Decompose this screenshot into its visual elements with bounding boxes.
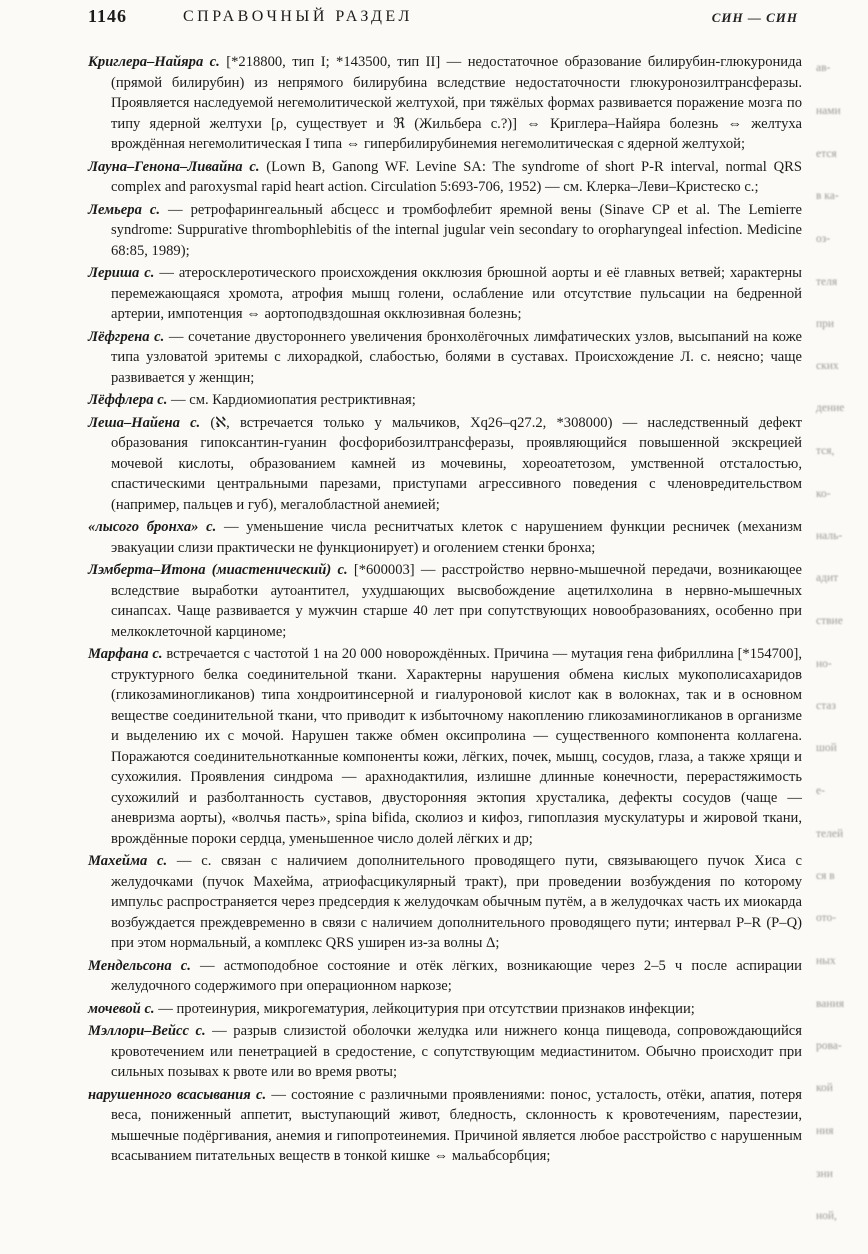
entry-body: — ретрофарингеальный абсцесс и тромбофлебит яремной вены (Sinave CP et al. The Lemierre syndrome: Suppurative thrombophlebitis of the internal jugular vein secondary to oropharyngeal infection. Medicine 68:85, 1989); — [111, 201, 802, 259]
entry-body: — разрыв слизистой оболочки желудка или нижнего конца пищевода, сопровождающийся кровотечением или пенетрацией в средостение, с сопутствующим медиастинитом. Обычно происходит при сильных позывах к рвоте или во время рвоты; — [111, 1023, 802, 1080]
bleed-fragment: телей — [816, 828, 844, 840]
dictionary-entry — [88, 1085, 802, 1167]
opposite-page-bleed — [810, 0, 868, 1254]
bleed-fragment: вания — [816, 998, 844, 1010]
entry-body: (ℵ, встречается только у мальчиков, Xq26–q27.2, *308000) — наследственный дефект образования гипоксантин-гуанин фосфорибозилтрансферазы, проявляющийся повышенной экскрецией мочевой кислоты, образованием камней из мочевины, хореоатетозом, умственной отсталостью, спастическими центральными парезами, приступами агрессивного поведения с членовредительством (например, пальцев и губ), мегалобластной анемией; — [111, 414, 803, 513]
bleed-fragment: тся, — [816, 445, 835, 457]
entry-body: — атеросклеротического происхождения окклюзия брюшной аорты и её главных ветвей; характерны перемежающаяся хромота, атрофия мышц голени, ослабление или отсутствие пульсации на бедренной артерии, импотенция ⇔ аортоподвздошная окклюзивная болезнь; — [111, 265, 802, 322]
bleed-fragment: адит — [816, 572, 839, 584]
entry-term: Лемьера с. — [88, 201, 160, 218]
bleed-fragment: но- — [816, 658, 832, 670]
running-head-range: СИН — СИН — [711, 10, 798, 25]
entry-body: — состояние с различными проявлениями: понос, усталость, отёки, апатия, потеря веса, пониженный аппетит, выступающий живот, бледность, склонность к кровотечениям, парестезии, мышечные подёргивания, анемия и гипопротеинемия. Причиной является любое расстройство с нарушенным всасыванием питательных веществ в тонкой кишке ⇔ мальабсорбция; — [111, 1086, 802, 1164]
dictionary-entry — [88, 1021, 802, 1083]
entry-term: Лауна–Генона–Ливайна с. — [88, 158, 260, 175]
dictionary-entry — [88, 851, 802, 954]
bleed-fragment: ских — [816, 360, 839, 372]
bleed-fragment: дение — [816, 402, 845, 414]
dictionary-entry — [88, 157, 802, 198]
entry-term: Лериша с. — [88, 265, 155, 281]
dictionary-entry — [88, 560, 802, 642]
dictionary-entry — [88, 517, 802, 558]
entry-term: Лёффлера с. — [88, 392, 168, 408]
bleed-fragment: ния — [816, 1125, 834, 1137]
entry-body: [*600003] — расстройство нервно-мышечной передачи, возникающее вследствие выработки аутоантител, ухудшающих высвобождение ацетилхолина в нервно-мышечных синапсах. Чаще развивается у мужчин старше 40 лет при сопутствующих новообразованиях, особенно при мелкоклеточной карциноме; — [111, 562, 802, 640]
bleed-fragment: ствие — [816, 615, 843, 627]
bleed-fragment: наль- — [816, 530, 843, 542]
entry-term: Лэмберта–Итона (миастенический) с. — [88, 562, 348, 578]
entry-body: (Lown B, Ganong WF. Levine SA: The syndrome of short P-R interval, normal QRS complex and paroxysmal rapid heart action. Circulation 5:693-706, 1952) — см. Клерка–Леви–Кристеско с.; — [111, 158, 802, 195]
entry-body: — сочетание двустороннего увеличения бронхолёгочных лимфатических узлов, высыпаний на коже типа узловатой эритемы с лихорадкой, слабостью, болями в суставах. Происхождение Л. с. неясно; чаще развивается у женщин; — [111, 328, 802, 386]
entry-term: Мэллори–Вейсс с. — [88, 1023, 206, 1039]
entry-body: — с. связан с наличием дополнительного проводящего пути, связывающего пучок Хиса с желудочками (пучок Махейма, атриофасцикулярный тракт), при проведении возбуждения по которому импульс распространяется через предсердия к желудочкам обычным путём, а в желудочках часть их миокарда возбуждается преждевременно в связи с наличием дополнительного проводящего пути; интервал P–R (P–Q) при этом нормальный, а комплекс QRS уширен из-за волны Δ; — [111, 853, 802, 951]
dictionary-column — [88, 52, 802, 1169]
dictionary-entry — [88, 999, 802, 1020]
dictionary-entry — [88, 200, 802, 262]
entry-body: [*218800, тип I; *143500, тип II] — недостаточное образование билирубин-глюкуронида (прямой билирубин) из непрямого билирубина вследствие недостаточности глюкуронозилтрансферазы. Проявляется наследуемой негемолитической желтухой, при тяжёлых формах развивается поражение мозга по типу ядерной желтухи [ρ, существует и ℜ (Жильбера с.?)] ⇔ Криглера–Найяра болезнь ⇔ желтуха врождённая негемолитическая I типа ⇔ гипербилирубинемия негемолитическая с ядерной желтухой; — [111, 54, 803, 152]
bleed-fragment: нами — [816, 105, 841, 117]
entry-term: Марфана с. — [88, 646, 163, 662]
dictionary-entry — [88, 413, 802, 516]
entry-body: — протеинурия, микрогематурия, лейкоцитурия при отсутствии признаков инфекции; — [154, 1000, 695, 1017]
bleed-fragment: ется — [816, 148, 837, 160]
bleed-fragment: теля — [816, 276, 838, 288]
bleed-fragment: зни — [816, 1168, 833, 1180]
dictionary-entry — [88, 263, 802, 325]
page-number: 1146 — [88, 6, 128, 26]
bleed-fragment: ных — [816, 955, 836, 967]
entry-term: нарушенного всасывания с. — [88, 1086, 267, 1103]
bleed-fragment: ото- — [816, 912, 837, 924]
entry-term: Лёфгрена с. — [88, 328, 165, 345]
bleed-fragment: в ка- — [816, 190, 839, 202]
running-head-title: СПРАВОЧНЫЙ РАЗДЕЛ — [183, 8, 413, 25]
entry-body: — уменьшение числа реснитчатых клеток с нарушением функции ресничек (механизм эвакуации слизи практически не функционирует) и оголением стенки бронха; — [111, 519, 802, 556]
bleed-fragment: ав- — [816, 62, 831, 74]
entry-term: мочевой с. — [88, 1000, 155, 1017]
bleed-fragment: рова- — [816, 1040, 842, 1052]
entry-term: Леша–Найена с. — [88, 414, 201, 431]
dictionary-entry — [88, 52, 802, 155]
bleed-fragment: ко- — [816, 488, 831, 500]
dictionary-entry — [88, 327, 802, 389]
bleed-fragment: ной, — [816, 1210, 837, 1222]
entry-term: Криглера–Найяра с. — [88, 54, 220, 70]
bleed-fragment: стаз — [816, 700, 836, 712]
bleed-fragment: шой — [816, 742, 837, 754]
entry-body: встречается с частотой 1 на 20 000 новорождённых. Причина — мутация гена фибриллина [*154700], структурного белка соединительной ткани. Характерны нарушения обмена кислых мукополисахаридов (гликозаминогликанов) типа хондроитинсерной и гиалуроновой кислот как в волокнах, так и в основном веществе соединительной ткани, что приводит к избыточному накоплению гликозаминогликанов в организме и выделению их с мочой. Нарушен также обмен оксипролина — существенного компонента коллагена. Поражаются соединительнотканные компоненты кожи, лёгких, почек, мышц, сосудов, глаза, а также хрящи и сухожилия. Проявления синдрома — арахнодактилия, излишне длинные конечности, перерастяжимость сухожилий и разболтанность суставов, двусторонняя эктопия хрусталика, дефекты сосудов (чаще — аневризма аорты), «волчья пасть», spina bifida, сколиоз и кифоз, гипоплазия мускулатуры и жировой ткани, врождённые пороки сердца, уменьшенное число долей лёгких и др; — [111, 646, 803, 847]
entry-body: — астмоподобное состояние и отёк лёгких, возникающие через 2–5 ч после аспирации желудочного содержимого при операционном наркозе; — [111, 957, 802, 994]
bleed-fragment: оз- — [816, 233, 831, 245]
bleed-fragment: ся в — [816, 870, 835, 882]
bleed-fragment: е- — [816, 785, 825, 797]
dictionary-entry — [88, 644, 802, 849]
bleed-fragment: при — [816, 318, 835, 330]
entry-term: Махейма с. — [88, 853, 168, 869]
entry-term: Мендельсона с. — [88, 957, 191, 974]
entry-term: «лысого бронха» с. — [88, 519, 217, 535]
dictionary-entry — [88, 956, 802, 997]
bleed-fragment: кой — [816, 1082, 833, 1094]
entry-body: — см. Кардиомиопатия рестриктивная; — [167, 392, 416, 408]
dictionary-entry — [88, 390, 802, 411]
